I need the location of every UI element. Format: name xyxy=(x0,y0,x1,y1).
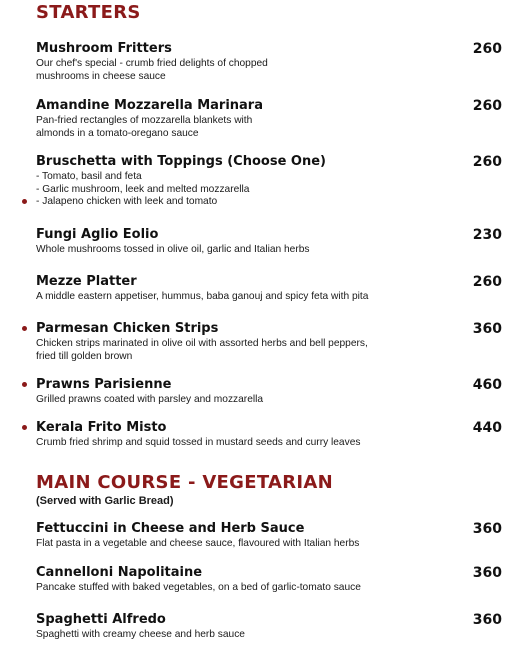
item-name: Prawns Parisienne xyxy=(36,377,172,392)
item-name: Fungi Aglio Eolio xyxy=(36,227,159,242)
item-name: Cannelloni Napolitaine xyxy=(36,565,203,580)
section-title-main-veg: MAIN COURSE - VEGETARIAN xyxy=(36,472,333,493)
item-price: 260 xyxy=(472,154,502,170)
item-description: Pancake stuffed with baked vegetables, on a bed of garlic-tomato sauce xyxy=(36,582,361,593)
item-name: Mezze Platter xyxy=(36,274,137,289)
item-name: Spaghetti Alfredo xyxy=(36,612,166,627)
item-price: 360 xyxy=(472,612,502,628)
item-price: 440 xyxy=(472,420,502,436)
item-description: Our chef's special - crumb fried delights of chopped mushrooms in cheese sauce xyxy=(36,58,268,82)
bullet-dot xyxy=(22,382,27,387)
item-description: Whole mushrooms tossed in olive oil, garlic and Italian herbs xyxy=(36,244,310,255)
menu-item xyxy=(0,321,521,365)
item-name: Amandine Mozzarella Marinara xyxy=(36,98,263,113)
item-price: 360 xyxy=(472,521,502,537)
item-description: Grilled prawns coated with parsley and mozzarella xyxy=(36,394,264,405)
menu-item xyxy=(0,41,521,85)
menu-item xyxy=(0,154,521,212)
item-description: Crumb fried shrimp and squid tossed in mustard seeds and curry leaves xyxy=(36,437,361,448)
bullet-dot xyxy=(22,425,27,430)
item-price: 230 xyxy=(472,227,502,243)
item-description: Pan-fried rectangles of mozzarella blankets with almonds in a tomato-oregano sauce xyxy=(36,115,253,139)
item-description: A middle eastern appetiser, hummus, baba ganouj and spicy feta with pita xyxy=(36,291,369,302)
menu-item xyxy=(0,565,521,597)
item-price: 260 xyxy=(472,98,502,114)
item-price: 360 xyxy=(472,321,502,337)
menu-item xyxy=(0,98,521,142)
menu-item xyxy=(0,227,521,259)
menu-item xyxy=(0,521,521,553)
item-name: Fettuccini in Cheese and Herb Sauce xyxy=(36,521,305,536)
menu-item xyxy=(0,612,521,644)
item-description: - Tomato, basil and feta - Garlic mushroom, leek and melted mozzarella - Jalapeno chicken with leek and tomato xyxy=(36,171,250,207)
item-description: Flat pasta in a vegetable and cheese sauce, flavoured with Italian herbs xyxy=(36,538,360,549)
item-description: Chicken strips marinated in olive oil with assorted herbs and bell peppers, fried till golden brown xyxy=(36,338,368,362)
section-subtitle: (Served with Garlic Bread) xyxy=(36,495,174,507)
item-name: Bruschetta with Toppings (Choose One) xyxy=(36,154,326,169)
menu-item xyxy=(0,420,521,452)
item-description: Spaghetti with creamy cheese and herb sauce xyxy=(36,629,245,640)
item-price: 360 xyxy=(472,565,502,581)
menu-item xyxy=(0,377,521,409)
section-title-starters: STARTERS xyxy=(36,2,141,23)
item-price: 260 xyxy=(472,274,502,290)
bullet-dot xyxy=(22,199,27,204)
menu-item xyxy=(0,274,521,306)
bullet-dot xyxy=(22,326,27,331)
item-name: Parmesan Chicken Strips xyxy=(36,321,219,336)
item-name: Mushroom Fritters xyxy=(36,41,172,56)
item-price: 460 xyxy=(472,377,502,393)
item-price: 260 xyxy=(472,41,502,57)
item-name: Kerala Frito Misto xyxy=(36,420,167,435)
